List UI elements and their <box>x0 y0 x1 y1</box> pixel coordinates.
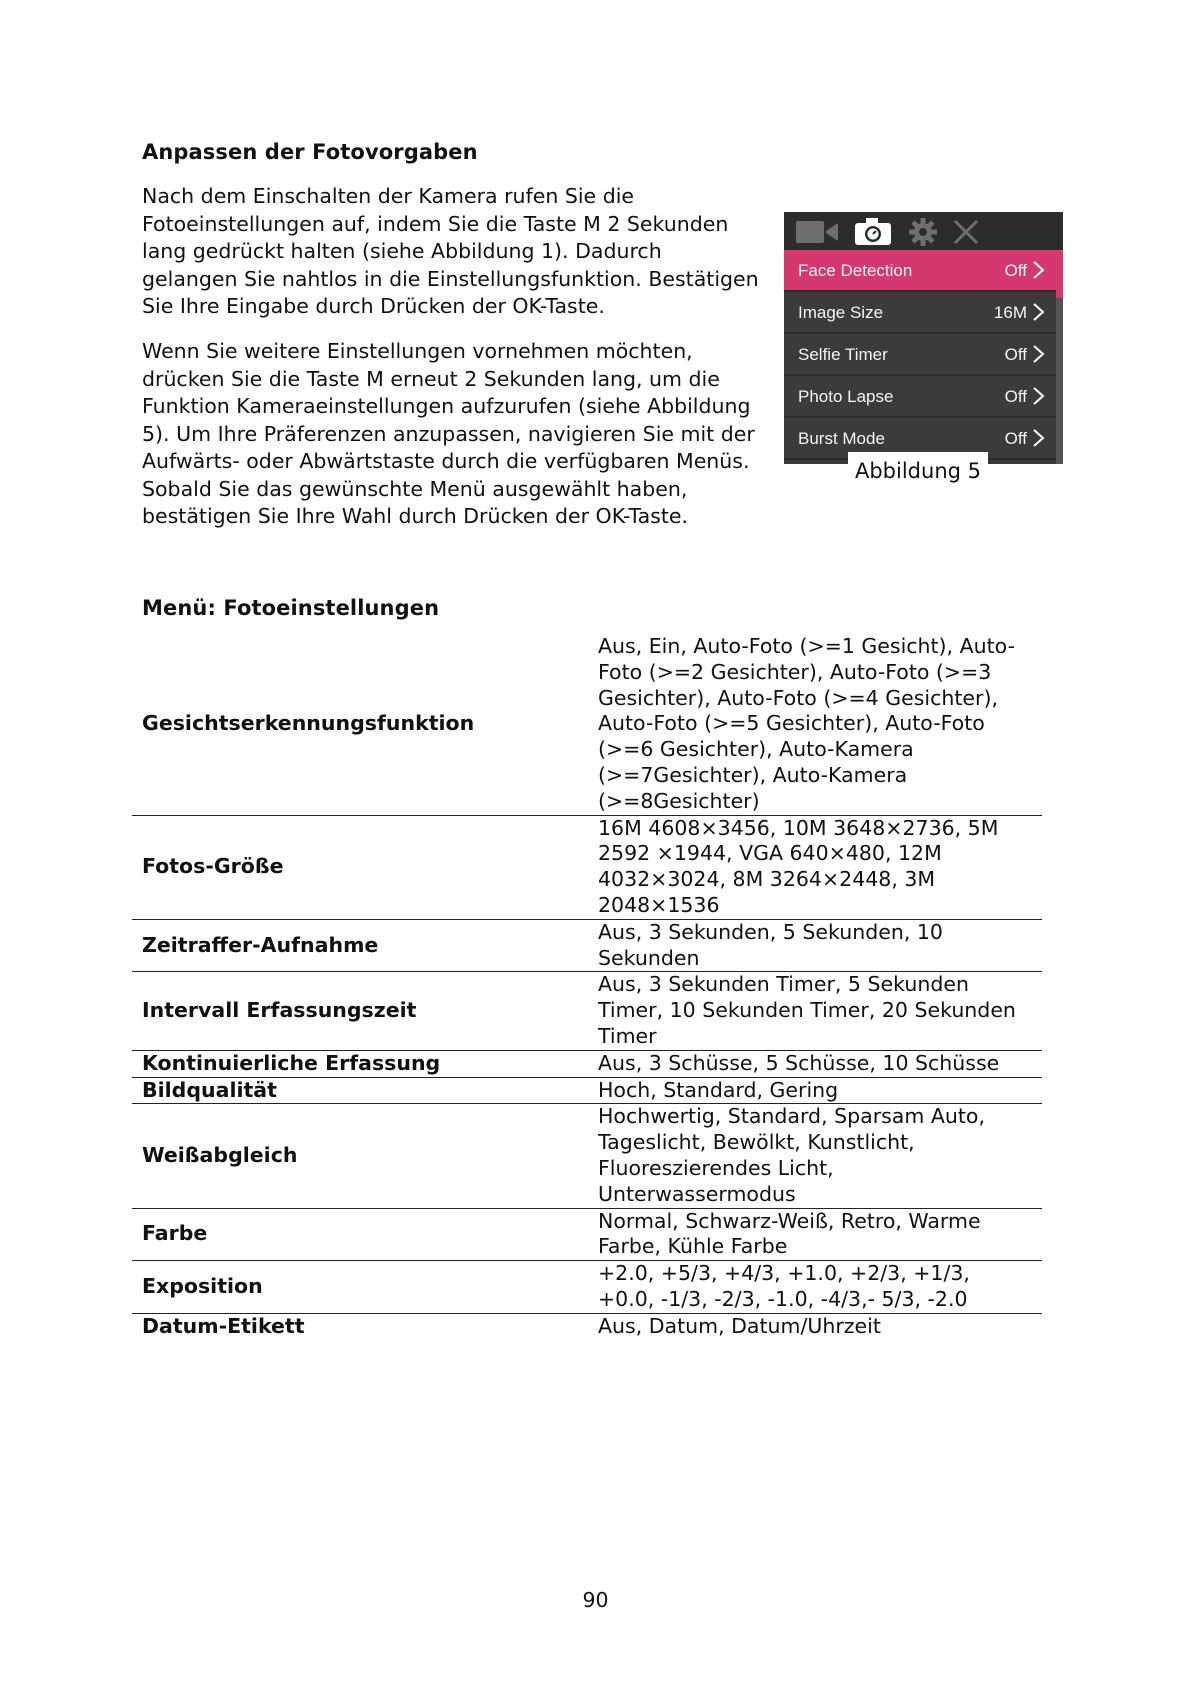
setting-name: Intervall Erfassungszeit <box>132 972 598 1050</box>
table-row <box>132 1077 1042 1104</box>
close-icon <box>952 218 980 250</box>
camera-menu-item-value: 16M <box>993 303 1027 322</box>
camera-menu-item-label: Photo Lapse <box>798 387 894 406</box>
setting-options: 16M 4608×3456, 10M 3648×2736, 5M 2592 ×1944, VGA 640×480, 12M 4032×3024, 8M 3264×2448, 3M 2048×1536 <box>598 815 1042 919</box>
figure-caption: Abbildung 5 <box>848 452 988 490</box>
photo-settings-table <box>132 634 1042 1340</box>
setting-name: Farbe <box>132 1208 598 1261</box>
camera-menu-item-selfie-timer <box>784 334 1063 376</box>
table-row <box>132 1313 1042 1339</box>
camera-menu-item-value: Off <box>1004 387 1027 406</box>
camera-menu-scrollbar-thumb <box>1056 252 1063 298</box>
camera-menu-item-label: Face Detection <box>798 261 913 280</box>
instructions-paragraph: Wenn Sie weitere Einstellungen vornehmen möchten, drücken Sie die Taste M erneut 2 Sekunden lang, um die Funktion Kameraeinstellungen aufzurufen (siehe Abbildung 5). Um Ihre Präferenzen anzupassen, navigieren Sie mit der Aufwärts- oder Abwärtstaste durch die verfügbaren Menüs. Sobald Sie das gewünschte Menü ausgewählt haben, bestätigen Sie Ihre Wahl durch Drücken der OK-Taste. <box>142 339 755 528</box>
setting-name: Zeitraffer-Aufnahme <box>132 919 598 972</box>
setting-options: Aus, Ein, Auto-Foto (>=1 Gesicht), Auto-Foto (>=2 Gesichter), Auto-Foto (>=3 Gesichter), Auto-Foto (>=4 Gesichter), Auto-Foto (>=5 Gesichter), Auto-Foto (>=6 Gesichter), Auto-Kamera (>=7Gesichter), Auto-Kamera (>=8Gesichter) <box>598 634 1015 813</box>
table-row <box>132 1261 1042 1314</box>
camera-menu-item-label: Selfie Timer <box>798 345 888 364</box>
setting-name: Exposition <box>132 1261 598 1314</box>
page-number: 90 <box>582 1588 609 1612</box>
setting-options: Aus, Datum, Datum/Uhrzeit <box>598 1313 1042 1339</box>
table-row <box>132 1104 1042 1208</box>
setting-options: Hoch, Standard, Gering <box>598 1077 1042 1104</box>
intro-paragraph: Nach dem Einschalten der Kamera rufen Sie die Fotoeinstellungen auf, indem Sie die Taste M 2 Sekunden lang gedrückt halten (siehe Abbildung 1). Dadurch gelangen Sie nahtlos in die Einstellungsfunktion. Bestätigen Sie Ihre Eingabe durch Drücken der OK-Taste. <box>142 184 759 318</box>
chevron-right-icon <box>1031 303 1045 321</box>
camera-menu-item-image-size <box>784 292 1063 334</box>
setting-options: Aus, 3 Sekunden, 5 Sekunden, 10 Sekunden <box>598 919 1042 972</box>
camera-menu-item-label: Image Size <box>798 303 884 322</box>
section-heading-photo-menu: Menü: Fotoeinstellungen <box>142 596 440 620</box>
table-row <box>132 1208 1042 1261</box>
camera-menu-toolbar <box>784 212 1063 250</box>
table-row <box>132 972 1042 1050</box>
video-icon <box>794 218 840 250</box>
setting-options: Aus, 3 Schüsse, 5 Schüsse, 10 Schüsse <box>598 1050 1042 1077</box>
table-row <box>132 815 1042 919</box>
setting-options: Hochwertig, Standard, Sparsam Auto, Tageslicht, Bewölkt, Kunstlicht, Fluoreszierendes Licht, Unterwassermodus <box>598 1104 1042 1208</box>
setting-name: Datum-Etikett <box>132 1313 598 1339</box>
section-heading-photo-presets: Anpassen der Fotovorgaben <box>142 140 478 164</box>
camera-icon <box>854 216 892 250</box>
table-row <box>132 634 1042 815</box>
chevron-right-icon <box>1031 345 1045 363</box>
camera-menu-item-face-detection <box>784 250 1063 292</box>
gear-icon <box>908 217 938 251</box>
setting-name: Fotos-Größe <box>132 815 598 919</box>
setting-name: Weißabgleich <box>132 1104 598 1208</box>
chevron-right-icon <box>1031 261 1045 279</box>
chevron-right-icon <box>1031 387 1045 405</box>
setting-name: Kontinuierliche Erfassung <box>132 1050 598 1077</box>
chevron-right-icon <box>1031 429 1045 447</box>
setting-options: Normal, Schwarz-Weiß, Retro, Warme Farbe, Kühle Farbe <box>598 1208 1042 1261</box>
camera-menu-item-value: Off <box>1004 429 1027 448</box>
camera-menu-item-value: Off <box>1004 261 1027 280</box>
camera-settings-menu-figure <box>784 212 1063 464</box>
setting-name: Gesichtserkennungsfunktion <box>142 711 475 736</box>
table-row <box>132 919 1042 972</box>
table-row <box>132 1050 1042 1077</box>
setting-name: Bildqualität <box>132 1077 598 1104</box>
camera-menu-item-photo-lapse <box>784 376 1063 418</box>
camera-menu-item-value: Off <box>1004 345 1027 364</box>
setting-options: +2.0, +5/3, +4/3, +1.0, +2/3, +1/3, +0.0, -1/3, -2/3, -1.0, -4/3,- 5/3, -2.0 <box>598 1261 1042 1314</box>
camera-menu-item-label: Burst Mode <box>798 429 885 448</box>
setting-options: Aus, 3 Sekunden Timer, 5 Sekunden Timer, 10 Sekunden Timer, 20 Sekunden Timer <box>598 972 1042 1050</box>
